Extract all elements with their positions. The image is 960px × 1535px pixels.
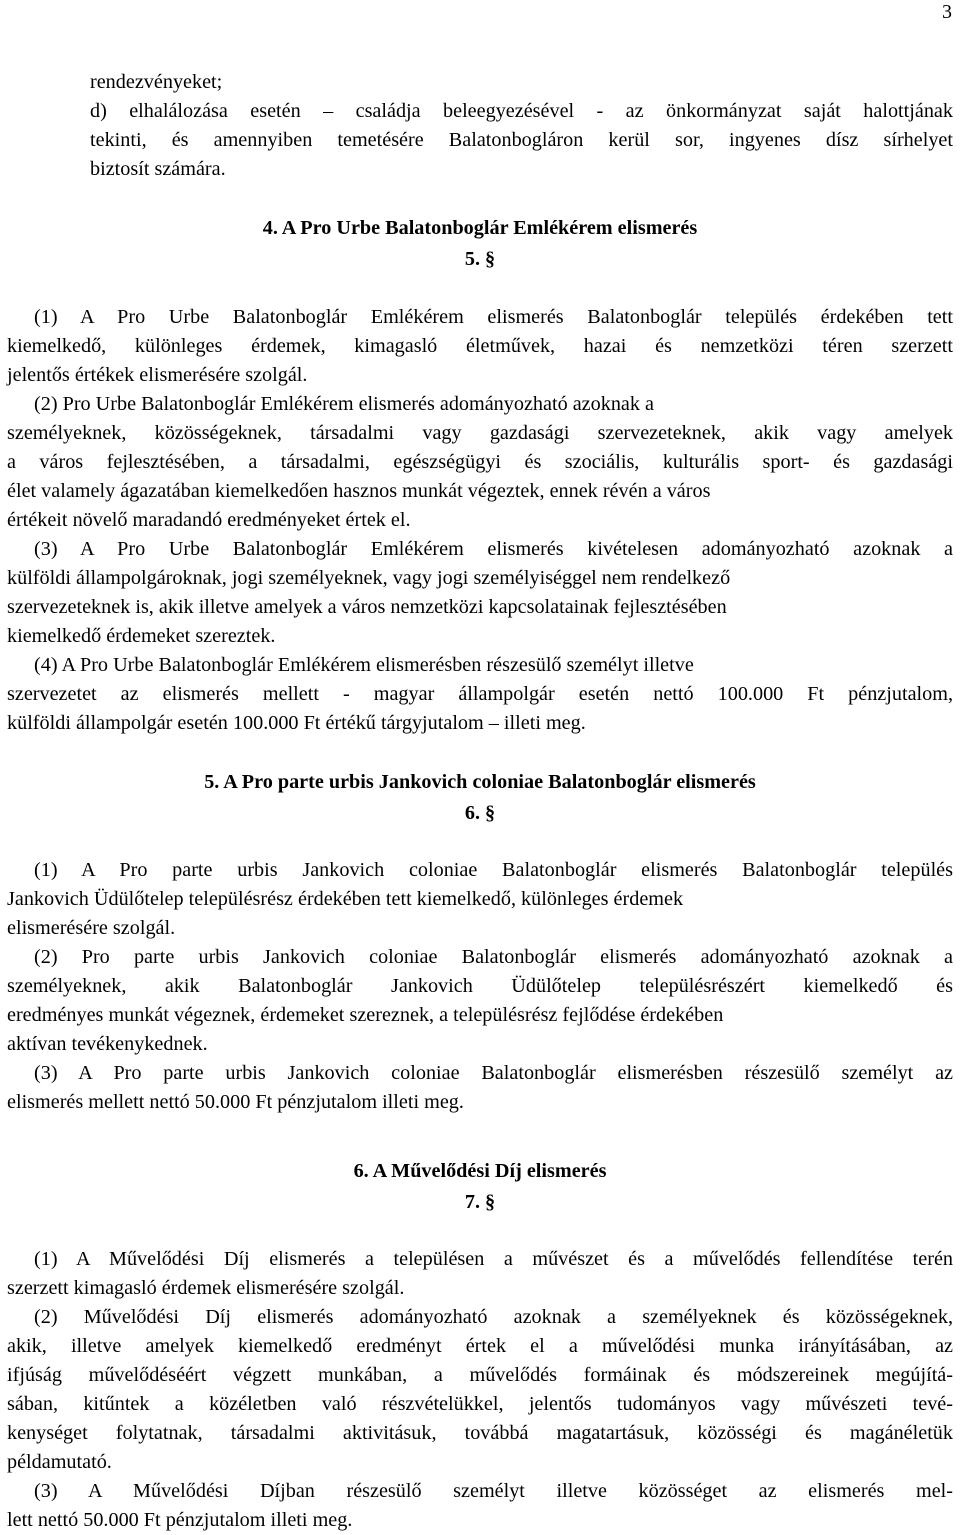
text-line: értékeit növelő maradandó eredményeket értek el. bbox=[7, 509, 411, 531]
text-line: Jankovich Üdülőtelep településrész érdekében tett kiemelkedő, különleges érdemek bbox=[7, 888, 684, 910]
text-line: akik, illetve amelyek kiemelkedő eredményt értek el a művelődési munka irányításában, az bbox=[7, 1335, 953, 1357]
text-line: rendezvényeket; bbox=[90, 71, 223, 93]
section-heading: 4. A Pro Urbe Balatonboglár Emlékérem elismerés bbox=[262, 217, 698, 239]
text-line: (1) A Pro Urbe Balatonboglár Emlékérem elismerés Balatonboglár település érdekében tett bbox=[34, 306, 953, 328]
text-line: személyeknek, közösségeknek, társadalmi vagy gazdasági szervezeteknek, akik vagy amelyek bbox=[7, 422, 953, 444]
section-heading: 5. § bbox=[464, 248, 496, 270]
text-line: eredményes munkát végeznek, érdemeket szereznek, a településrész fejlődése érdekében bbox=[7, 1004, 724, 1026]
text-line: személyeknek, akik Balatonboglár Jankovich Üdülőtelep településrészért kiemelkedő és bbox=[7, 975, 953, 997]
text-line: szervezetet az elismerés mellett - magyar állampolgár esetén nettó 100.000 Ft pénzjutalom, bbox=[7, 683, 953, 705]
text-line: (1) A Pro parte urbis Jankovich coloniae Balatonboglár elismerés Balatonboglár település bbox=[34, 859, 953, 881]
text-line: elismerésére szolgál. bbox=[7, 917, 176, 939]
text-line: külföldi állampolgár esetén 100.000 Ft értékű tárgyjutalom – illeti meg. bbox=[7, 712, 586, 734]
text-line: külföldi állampolgároknak, jogi személyeknek, vagy jogi személyiséggel nem rendelkező bbox=[7, 567, 731, 589]
text-line: szervezeteknek is, akik illetve amelyek a város nemzetközi kapcsolatainak fejlesztésében bbox=[7, 596, 727, 618]
section-heading: 6. A Művelődési Díj elismerés bbox=[353, 1160, 607, 1182]
text-line: (2) Művelődési Díj elismerés adományozható azoknak a személyeknek és közösségeknek, bbox=[34, 1306, 953, 1328]
text-line: (3) A Pro Urbe Balatonboglár Emlékérem elismerés kivételesen adományozható azoknak a bbox=[34, 538, 953, 560]
section-heading: 5. A Pro parte urbis Jankovich coloniae Balatonboglár elismerés bbox=[204, 771, 756, 793]
text-line: példamutató. bbox=[7, 1451, 112, 1473]
text-line: (3) A Pro parte urbis Jankovich coloniae Balatonboglár elismerésben részesülő személyt az bbox=[34, 1062, 953, 1084]
text-line: élet valamely ágazatában kiemelkedően hasznos munkát végeztek, ennek révén a város bbox=[7, 480, 711, 502]
text-line: lett nettó 50.000 Ft pénzjutalom illeti meg. bbox=[7, 1509, 353, 1531]
text-line: kiemelkedő, különleges érdemek, kimagasló életművek, hazai és nemzetközi téren szerzett bbox=[7, 335, 953, 357]
text-line: (3) A Művelődési Díjban részesülő személyt illetve közösséget az elismerés mel- bbox=[34, 1480, 953, 1502]
text-line: jelentős értékek elismerésére szolgál. bbox=[7, 364, 308, 386]
text-line: a város fejlesztésében, a társadalmi, egészségügyi és szociális, kulturális sport- és gazdasági bbox=[7, 451, 953, 473]
text-line: (2) Pro Urbe Balatonboglár Emlékérem elismerés adományozható azoknak a bbox=[34, 393, 654, 415]
text-line: sában, kitűntek a közéletben való részvételükkel, jelentős tudományos vagy művészeti tevé- bbox=[7, 1393, 953, 1415]
text-line: ifjúság művelődéséért végzett munkában, a művelődés formáinak és módszereinek megújítá- bbox=[7, 1364, 953, 1386]
text-line: (1) A Művelődési Díj elismerés a településen a művészet és a művelődés fellendítése terén bbox=[34, 1248, 953, 1270]
text-line: elismerés mellett nettó 50.000 Ft pénzjutalom illeti meg. bbox=[7, 1091, 464, 1113]
text-line: biztosít számára. bbox=[90, 158, 226, 180]
text-line: kenységet folytatnak, társadalmi aktivitásuk, továbbá magatartásuk, közösségi és magánéletük bbox=[7, 1422, 953, 1444]
text-line: kiemelkedő érdemeket szereztek. bbox=[7, 625, 276, 647]
text-line: (4) A Pro Urbe Balatonboglár Emlékérem elismerésben részesülő személyt illetve bbox=[34, 654, 694, 676]
page-number: 3 bbox=[942, 1, 952, 23]
section-heading: 6. § bbox=[464, 802, 496, 824]
text-line: d) elhalálozása esetén – családja beleegyezésével - az önkormányzat saját halottjának bbox=[90, 100, 953, 122]
text-line: (2) Pro parte urbis Jankovich coloniae Balatonboglár elismerés adományozható azoknak a bbox=[34, 946, 953, 968]
text-line: aktívan tevékenykednek. bbox=[7, 1033, 208, 1055]
section-heading: 7. § bbox=[464, 1191, 496, 1213]
text-line: szerzett kimagasló érdemek elismerésére szolgál. bbox=[7, 1277, 405, 1299]
text-line: tekinti, és amennyiben temetésére Balatonbogláron kerül sor, ingyenes dísz sírhelyet bbox=[90, 129, 953, 151]
